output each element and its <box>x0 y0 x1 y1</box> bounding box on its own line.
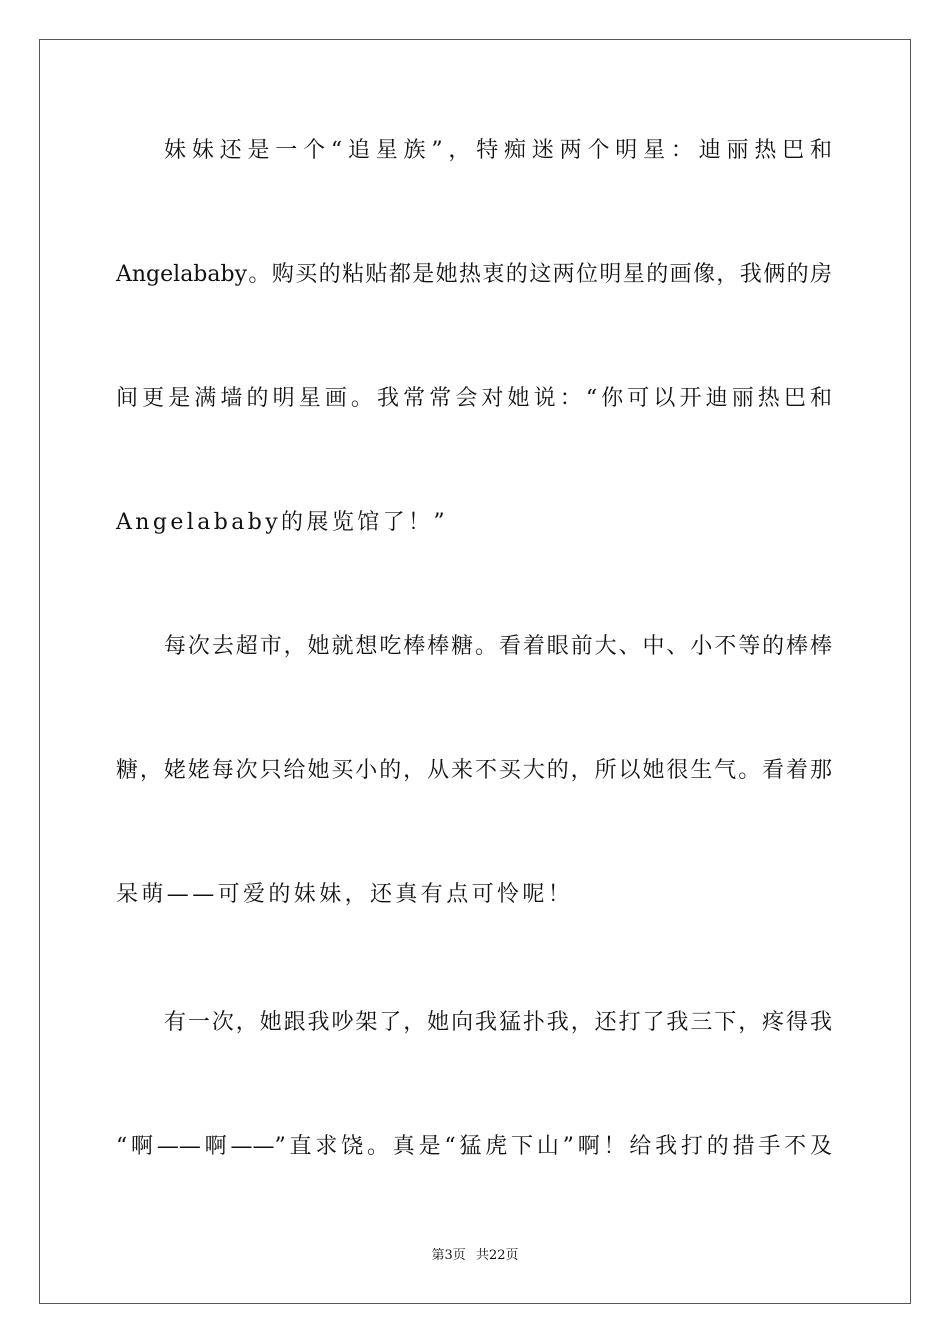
paragraph-1-line-3: 间更是满墙的明星画。我常常会对她说：“你可以开迪丽热巴和 <box>116 386 832 411</box>
page-border <box>39 39 911 1304</box>
paragraph-3-line-2: “啊——啊——”直求饶。真是“猛虎下山”啊！给我打的措手不及 <box>116 1134 832 1159</box>
page-number: 第3页 <box>431 1248 466 1263</box>
page-footer <box>0 1247 950 1265</box>
paragraph-2-line-1: 每次去超市，她就想吃棒棒糖。看着眼前大、中、小不等的棒棒 <box>164 634 832 659</box>
paragraph-2-line-2: 糖，姥姥每次只给她买小的，从来不买大的，所以她很生气。看着那 <box>116 758 832 783</box>
paragraph-1-line-2: Angelababy。购买的粘贴都是她热衷的这两位明星的画像，我俩的房 <box>116 262 832 287</box>
paragraph-2-line-3: 呆萌——可爱的妹妹，还真有点可怜呢！ <box>116 882 574 907</box>
paragraph-1-line-1: 妹妹还是一个“追星族”，特痴迷两个明星：迪丽热巴和 <box>164 138 832 163</box>
paragraph-3-line-1: 有一次，她跟我吵架了，她向我猛扑我，还打了我三下，疼得我 <box>164 1010 832 1035</box>
paragraph-1-line-4: Angelababy的展览馆了！” <box>116 510 449 535</box>
page-total: 共22页 <box>475 1248 519 1263</box>
